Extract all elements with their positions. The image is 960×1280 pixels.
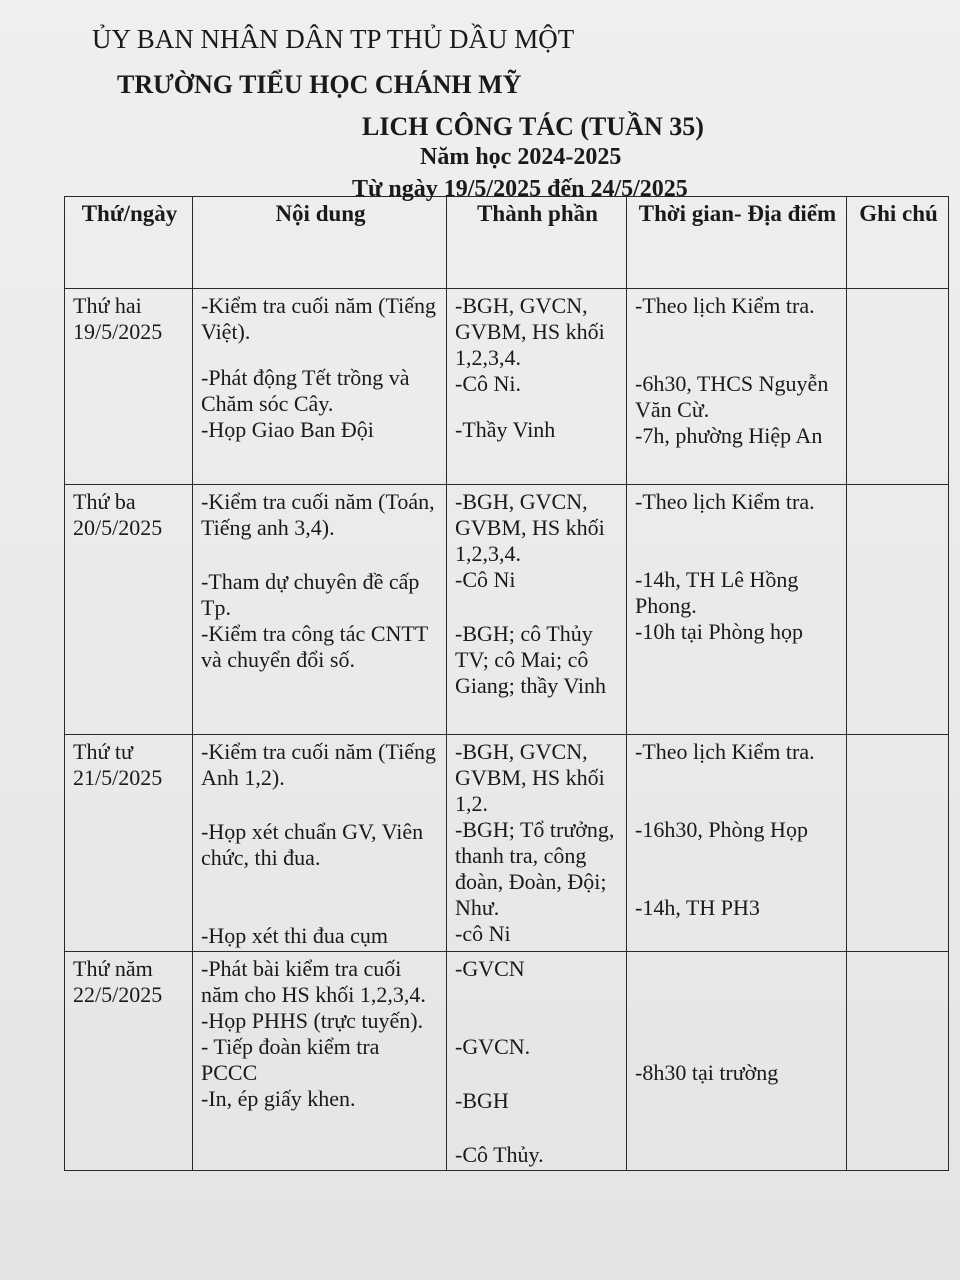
participants-item: -BGH; cô Thủy TV; cô Mai; cô Giang; thầy Vinh bbox=[455, 621, 607, 698]
time-place-item: -Theo lịch Kiểm tra. bbox=[635, 293, 815, 318]
participants-cell bbox=[447, 735, 627, 952]
note-cell bbox=[847, 952, 949, 1171]
time-place-cell bbox=[627, 485, 847, 735]
note-cell bbox=[847, 735, 949, 952]
participants-item: -GVCN bbox=[455, 956, 525, 981]
time-place-item: -Theo lịch Kiểm tra. bbox=[635, 489, 815, 514]
participants-cell bbox=[447, 289, 627, 485]
day-name: Thứ ba bbox=[73, 489, 136, 514]
table-row bbox=[65, 289, 949, 485]
column-header-time-place: Thời gian- Địa điểm bbox=[627, 197, 847, 289]
content-item: -Tham dự chuyên đề cấp Tp. bbox=[201, 569, 420, 620]
school-name: TRƯỜNG TIỂU HỌC CHÁNH MỸ bbox=[117, 70, 522, 99]
table-row bbox=[65, 952, 949, 1171]
day-date: 19/5/2025 bbox=[73, 319, 163, 344]
time-place-item: -Theo lịch Kiểm tra. bbox=[635, 739, 815, 764]
day-name: Thứ hai bbox=[73, 293, 142, 318]
participants-item: -BGH bbox=[455, 1088, 509, 1113]
content-cell bbox=[193, 735, 447, 952]
participants-item: -cô Ni bbox=[455, 921, 511, 946]
school-year: Năm học 2024-2025 bbox=[420, 144, 622, 170]
table-row bbox=[65, 735, 949, 952]
schedule-table bbox=[64, 196, 949, 1171]
participants-cell bbox=[447, 952, 627, 1171]
content-item: - Tiếp đoàn kiểm tra PCCC bbox=[201, 1034, 380, 1085]
day-date: 20/5/2025 bbox=[73, 515, 163, 540]
agency-name: ỦY BAN NHÂN DÂN TP THỦ DẦU MỘT bbox=[92, 24, 575, 54]
participants-item: -Cô Ni. bbox=[455, 371, 521, 396]
day-cell bbox=[65, 735, 193, 952]
page-title: LICH CÔNG TÁC (TUẦN 35) bbox=[362, 112, 704, 141]
content-cell bbox=[193, 952, 447, 1171]
time-place-item: -10h tại Phòng họp bbox=[635, 619, 804, 644]
participants-item: -BGH; Tổ trưởng, thanh tra, công đoàn, Đoàn, Đội; Như. bbox=[455, 817, 615, 920]
content-item: -Kiểm tra công tác CNTT và chuyển đổi số. bbox=[201, 621, 428, 672]
table-row bbox=[65, 485, 949, 735]
content-item: -Họp xét thi đua cụm bbox=[201, 923, 388, 948]
time-place-cell bbox=[627, 289, 847, 485]
note-cell bbox=[847, 289, 949, 485]
content-item: -Phát bài kiểm tra cuối năm cho HS khối 1,2,3,4. bbox=[201, 956, 426, 1007]
time-place-item: -16h30, Phòng Họp bbox=[635, 817, 808, 842]
time-place-item: -14h, TH PH3 bbox=[635, 895, 760, 920]
content-item: -Kiểm tra cuối năm (Tiếng Việt). bbox=[201, 293, 437, 344]
content-item: -Kiểm tra cuối năm (Toán, Tiếng anh 3,4). bbox=[201, 489, 435, 540]
day-name: Thứ năm bbox=[73, 956, 153, 981]
content-item: -Họp Giao Ban Đội bbox=[201, 417, 374, 442]
content-item: -Họp PHHS (trực tuyến). bbox=[201, 1008, 424, 1033]
content-item: -Họp xét chuẩn GV, Viên chức, thi đua. bbox=[201, 819, 424, 870]
time-place-item: -14h, TH Lê Hồng Phong. bbox=[635, 567, 799, 618]
day-name: Thứ tư bbox=[73, 739, 133, 764]
participants-item: -BGH, GVCN, GVBM, HS khối 1,2,3,4. bbox=[455, 489, 605, 566]
column-header-participants: Thành phần bbox=[447, 197, 627, 289]
column-header-content: Nội dung bbox=[193, 197, 447, 289]
day-cell bbox=[65, 289, 193, 485]
content-item: -Kiểm tra cuối năm (Tiếng Anh 1,2). bbox=[201, 739, 437, 790]
column-header-note: Ghi chú bbox=[847, 197, 949, 289]
time-place-cell bbox=[627, 952, 847, 1171]
time-place-item: -6h30, THCS Nguyễn Văn Cừ. bbox=[635, 371, 829, 422]
time-place-item: -8h30 tại trường bbox=[635, 1060, 779, 1085]
time-place-item: -7h, phường Hiệp An bbox=[635, 423, 823, 448]
content-cell bbox=[193, 485, 447, 735]
content-item: -Phát động Tết trồng và Chăm sóc Cây. bbox=[201, 365, 410, 416]
day-cell bbox=[65, 485, 193, 735]
day-date: 22/5/2025 bbox=[73, 982, 163, 1007]
content-item: -In, ép giấy khen. bbox=[201, 1086, 356, 1111]
participants-item: -Thầy Vinh bbox=[455, 417, 556, 442]
note-cell bbox=[847, 485, 949, 735]
participants-item: -GVCN. bbox=[455, 1034, 531, 1059]
participants-item: -Cô Thủy. bbox=[455, 1142, 544, 1167]
time-place-cell bbox=[627, 735, 847, 952]
participants-cell bbox=[447, 485, 627, 735]
participants-item: -BGH, GVCN, GVBM, HS khối 1,2. bbox=[455, 739, 605, 816]
day-cell bbox=[65, 952, 193, 1171]
participants-item: -BGH, GVCN, GVBM, HS khối 1,2,3,4. bbox=[455, 293, 605, 370]
participants-item: -Cô Ni bbox=[455, 567, 516, 592]
table-header-row bbox=[65, 197, 949, 289]
content-cell bbox=[193, 289, 447, 485]
date-range: Từ ngày 19/5/2025 đến 24/5/2025 bbox=[352, 176, 688, 202]
column-header-day: Thứ/ngày bbox=[65, 197, 193, 289]
day-date: 21/5/2025 bbox=[73, 765, 163, 790]
